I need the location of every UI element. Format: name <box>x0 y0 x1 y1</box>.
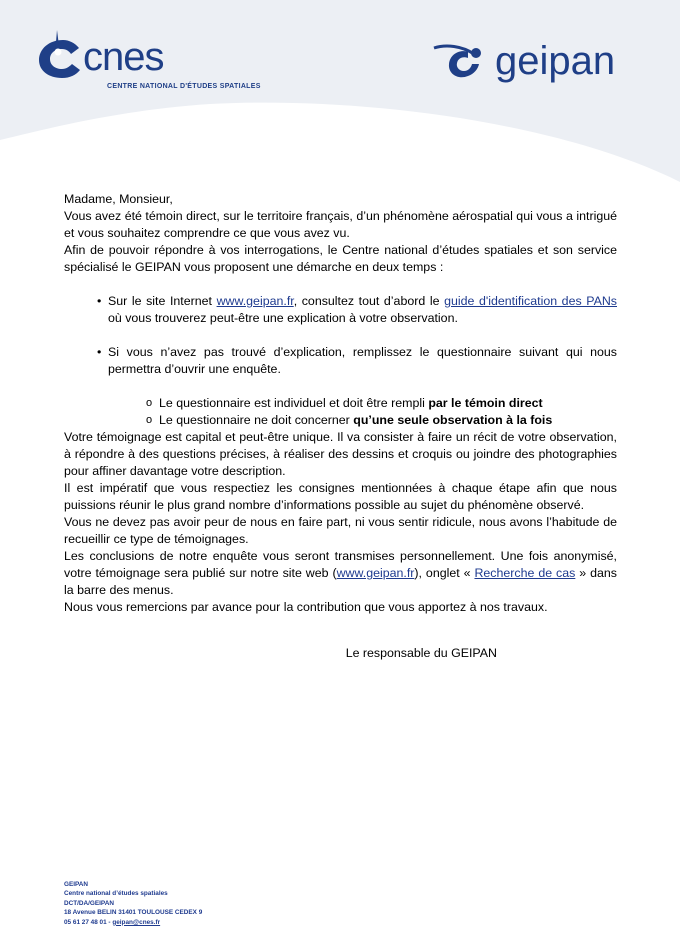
paragraph-6: Les conclusions de notre enquête vous seront transmises personnellement. Une fois anonymisé, votre témoignage sera publié sur notre site web (www.geipan.fr), onglet « Recherche de cas » dans la barre des menus. <box>64 549 617 597</box>
geipan-logo-icon <box>432 40 496 86</box>
geipan-logo <box>432 40 652 86</box>
sub-item-2: o Le questionnaire ne doit concerner qu’une seule observation à la fois <box>146 413 553 427</box>
letter-body <box>64 191 617 662</box>
signature: Le responsable du GEIPAN <box>345 646 497 660</box>
circle-bullet-icon: o <box>146 414 153 426</box>
paragraph-5: Vous ne devez pas avoir peur de nous en faire part, ni vous sentir ridicule, nous avons l’habitude de recueillir ce type de témoignages. <box>64 515 617 546</box>
geipan-link[interactable]: www.geipan.fr <box>216 294 294 308</box>
bullet-dot: • <box>97 345 102 359</box>
footer-line-4: 18 Avenue BELIN 31401 TOULOUSE CEDEX 9 <box>64 909 203 917</box>
footer-line-2: Centre national d’études spatiales <box>64 890 168 898</box>
paragraph-4: Il est impératif que vous respectiez les consignes mentionnées à chaque étape afin que nous puissions réunir le plus grand nombre d’informations possible au sujet du phénomène observé. <box>64 481 617 512</box>
footer-contact: 05 61 27 48 01 - geipan@cnes.fr <box>64 918 161 926</box>
geipan-logo-text: geipan <box>495 39 616 83</box>
geipan-link-2[interactable]: www.geipan.fr <box>336 566 415 580</box>
case-search-link[interactable]: Recherche de cas <box>474 566 576 580</box>
sub-item-1-bold: par le témoin direct <box>428 396 543 410</box>
paragraph-1: Vous avez été témoin direct, sur le territoire français, d’un phénomène aérospatial qui vous a intrigué et vous souhaitez comprendre ce que vous avez vu. <box>64 209 617 240</box>
footer-line-1: GEIPAN <box>64 881 89 888</box>
salutation: Madame, Monsieur, <box>64 192 173 206</box>
bullet-dot: • <box>97 294 102 308</box>
cnes-subtitle: CENTRE NATIONAL D'ÉTUDES SPATIALES <box>107 83 261 90</box>
footer-line-3: DCT/DA/GEIPAN <box>64 899 114 907</box>
paragraph-2: Afin de pouvoir répondre à vos interrogations, le Centre national d’études spatiales et son service spécialisé le GEIPAN vous proposent une démarche en deux temps : <box>64 243 617 274</box>
cnes-logo <box>33 30 263 92</box>
paragraph-7: Nous vous remercions par avance pour la contribution que vous apportez à nos travaux. <box>64 600 548 614</box>
sub-item-1: o Le questionnaire est individuel et doit être rempli par le témoin direct <box>146 396 543 410</box>
circle-bullet-icon: o <box>146 397 153 409</box>
pan-guide-link[interactable]: guide d'identification des PANs <box>444 294 617 308</box>
bullet-item-1: • Sur le site Internet www.geipan.fr, consultez tout d’abord le guide d'identification des PANs où vous trouverez peut-être une explication à votre observation. <box>97 294 617 325</box>
cnes-logo-text: cnes <box>83 35 164 79</box>
footer-email-link[interactable]: geipan@cnes.fr <box>112 918 161 926</box>
bullet-item-2: • Si vous n’avez pas trouvé d’explication, remplissez le questionnaire suivant qui nous permettra d’ouvrir une enquête. <box>97 345 617 376</box>
footer-address <box>64 880 202 927</box>
paragraph-3: Votre témoignage est capital et peut-être unique. Il va consister à faire un récit de votre observation, à répondre à des questions précises, à réaliser des dessins et croquis ou joindre des photographies pour affiner davantage votre description. <box>64 430 617 478</box>
sub-item-2-bold: qu’une seule observation à la fois <box>353 413 553 427</box>
